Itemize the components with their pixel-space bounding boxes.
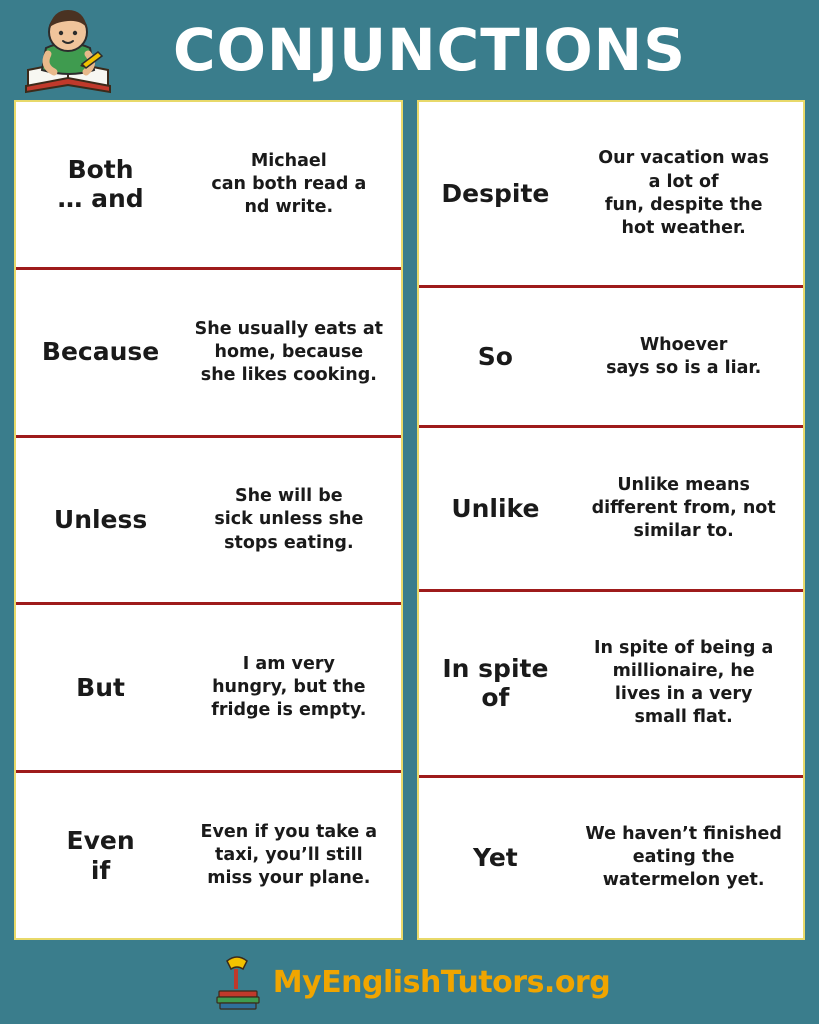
conjunction-term: Both … and bbox=[57, 154, 144, 214]
conjunction-term: Even if bbox=[66, 826, 135, 885]
right-column bbox=[417, 100, 806, 940]
table-row bbox=[16, 270, 401, 438]
conjunction-example: In spite of being a millionaire, he lives in a very small flat. bbox=[593, 638, 774, 728]
books-lamp-icon bbox=[209, 953, 265, 1011]
conjunction-term: Unless bbox=[53, 505, 148, 535]
conjunction-example: Unlike means different from, not similar to. bbox=[591, 474, 776, 542]
conjunction-example: Michael can both read a nd write. bbox=[211, 150, 367, 217]
page-title: CONJUNCTIONS bbox=[173, 16, 686, 84]
conjunction-term: So bbox=[477, 342, 513, 372]
conjunction-example: She will be sick unless she stops eating. bbox=[214, 486, 364, 553]
conjunction-example: Whoever says so is a liar. bbox=[606, 334, 762, 378]
site-brand[interactable]: MyEnglishTutors.org bbox=[272, 964, 611, 1000]
table-row bbox=[419, 288, 804, 428]
table-row bbox=[16, 605, 401, 773]
table-row bbox=[419, 592, 804, 778]
table-row bbox=[419, 778, 804, 938]
page-header bbox=[0, 0, 819, 100]
page-footer bbox=[0, 940, 819, 1024]
conjunction-example: We haven’t finished eating the watermelon yet. bbox=[585, 824, 782, 891]
conjunction-term: Unlike bbox=[451, 493, 540, 523]
conjunction-example: I am very hungry, but the fridge is empty. bbox=[211, 654, 367, 721]
conjunction-example: Our vacation was a lot of fun, despite the hot weather. bbox=[598, 148, 770, 238]
table-row bbox=[419, 102, 804, 288]
table-row bbox=[419, 428, 804, 591]
conjunction-term: Yet bbox=[473, 843, 518, 873]
conjunction-example: She usually eats at home, because she likes cooking. bbox=[194, 318, 384, 385]
boy-writing-icon bbox=[22, 8, 114, 96]
table-row bbox=[16, 438, 401, 606]
table-row bbox=[16, 102, 401, 270]
table-row bbox=[16, 773, 401, 938]
conjunction-term: Despite bbox=[441, 178, 550, 208]
content-columns bbox=[0, 100, 819, 940]
conjunction-term: Because bbox=[41, 337, 160, 367]
conjunction-term: In spite of bbox=[442, 653, 549, 713]
left-column bbox=[14, 100, 403, 940]
conjunction-example: Even if you take a taxi, you’ll still miss your plane. bbox=[200, 821, 378, 889]
conjunction-term: But bbox=[76, 673, 125, 703]
